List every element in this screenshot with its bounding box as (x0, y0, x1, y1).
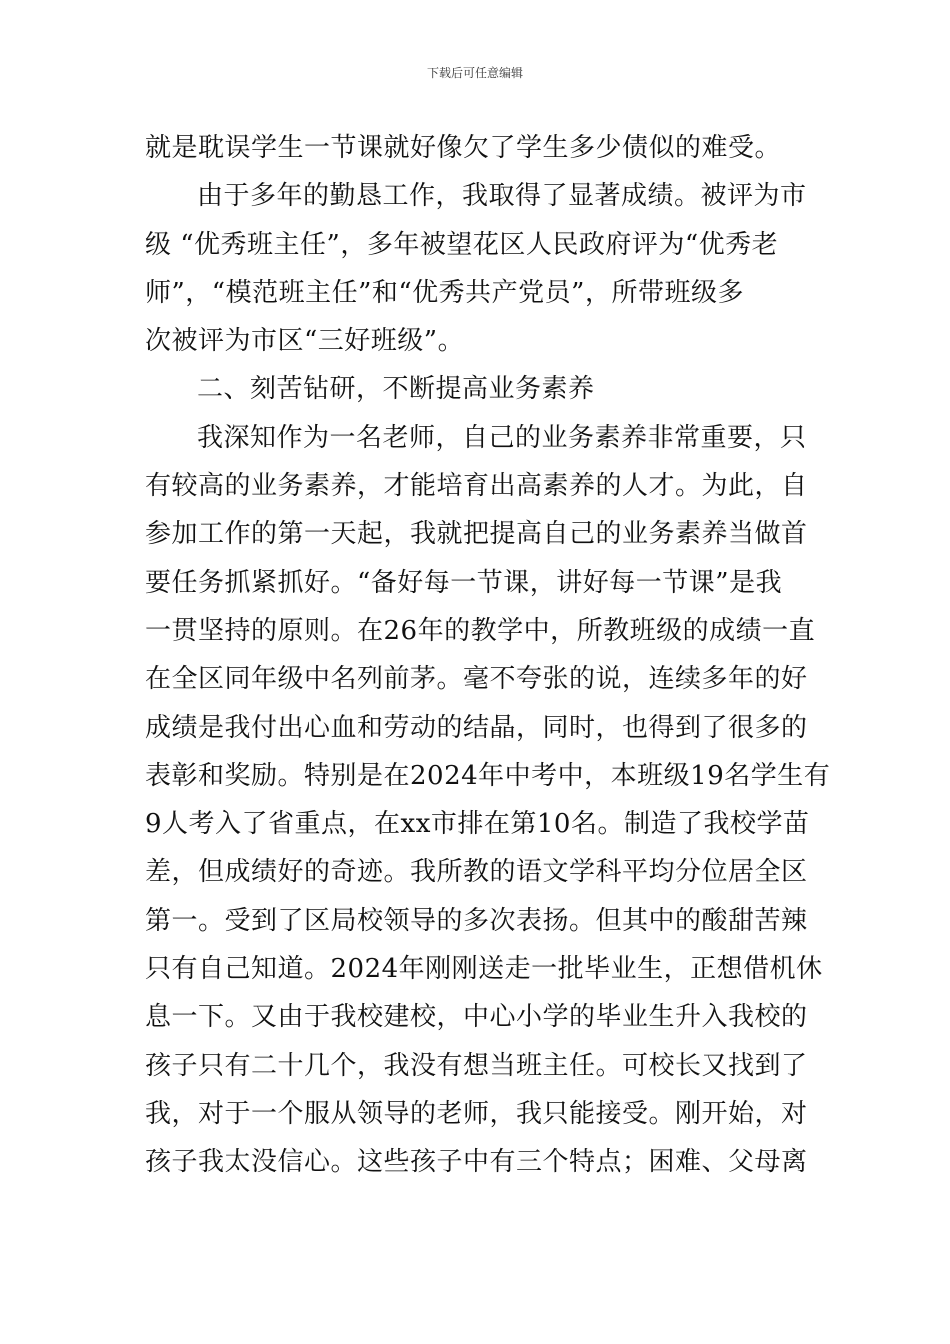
text-line: 师”，“模范班主任”和“优秀共产党员”，所带班级多 (145, 277, 744, 308)
text-line: 要任务抓紧抓好。“备好每一节课，讲好每一节课”是我 (145, 567, 783, 598)
text-line: 次被评为市区“三好班级”。 (145, 326, 465, 357)
text-line: 9人考入了省重点，在xx市排在第10名。制造了我校学苗 (145, 809, 810, 840)
text-line: 级 “优秀班主任”，多年被望花区人民政府评为“优秀老 (145, 229, 779, 260)
text-line: 息一下。又由于我校建校，中心小学的毕业生升入我校的 (145, 1002, 808, 1033)
text-line: 就是耽误学生一节课就好像欠了学生多少债似的难受。 (145, 133, 782, 163)
text-line: 表彰和奖励。特别是在2024年中考中，本班级19名学生有 (145, 760, 831, 791)
text-line: 有较高的业务素养，才能培育出高素养的人才。为此，自 (145, 471, 808, 502)
page-header: 下载后可任意编辑 (426, 66, 523, 80)
paragraph-first-line: 我深知作为一名老师，自己的业务素养非常重要，只 (197, 422, 807, 453)
section-heading: 二、刻苦钻研，不断提高业务素养 (197, 374, 595, 405)
text-line: 差，但成绩好的奇迹。我所教的语文学科平均分位居全区 (145, 857, 808, 888)
text-line: 在全区同年级中名列前茅。毫不夸张的说，连续多年的好 (145, 664, 808, 695)
text-line: 一贯坚持的原则。在26年的教学中，所教班级的成绩一直 (145, 615, 816, 646)
document-body (145, 124, 831, 1187)
text-line: 成绩是我付出心血和劳动的结晶，同时，也得到了很多的 (145, 712, 808, 743)
paragraph-first-line: 由于多年的勤恳工作，我取得了显著成绩。被评为市 (197, 181, 807, 212)
text-line: 我，对于一个服从领导的老师，我只能接受。刚开始，对 (145, 1098, 808, 1129)
text-line: 孩子只有二十几个，我没有想当班主任。可校长又找到了 (145, 1050, 808, 1081)
text-line: 参加工作的第一天起，我就把提高自己的业务素养当做首 (145, 519, 808, 550)
text-line: 孩子我太没信心。这些孩子中有三个特点；困难、父母离 (145, 1147, 808, 1178)
text-line: 只有自己知道。2024年刚刚送走一批毕业生，正想借机休 (145, 954, 823, 985)
text-line: 第一。受到了区局校领导的多次表扬。但其中的酸甜苦辣 (145, 905, 808, 936)
